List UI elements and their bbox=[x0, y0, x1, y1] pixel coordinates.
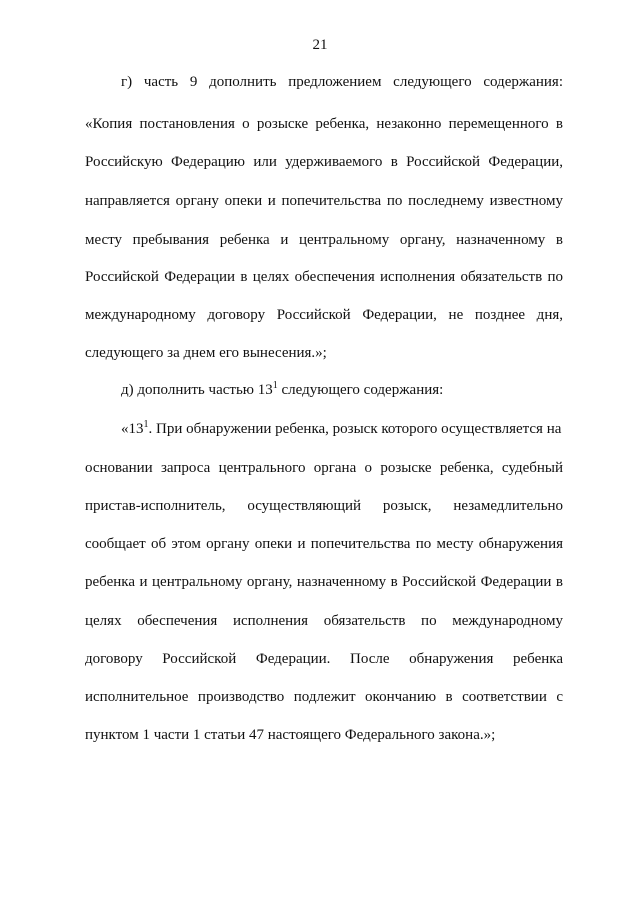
text-line bbox=[121, 420, 563, 438]
text-line: целях обеспечения исполнения обязательств по международному bbox=[85, 613, 563, 629]
text-line: договору Российской Федерации. После обнаружения ребенка bbox=[85, 651, 563, 667]
superscript: 1 bbox=[143, 419, 149, 430]
text-line: пунктом 1 части 1 статьи 47 настоящего Федерального закона.»; bbox=[85, 727, 496, 743]
text-fragment: «13 bbox=[121, 421, 144, 437]
text-line: международному договору Российской Федерации, не позднее дня, bbox=[85, 307, 563, 323]
text-line: пристав-исполнитель, осуществляющий розыск, незамедлительно bbox=[85, 498, 563, 514]
text-line: исполнительное производство подлежит окончанию в соответствии с bbox=[85, 689, 563, 705]
text-fragment: д) дополнить частью 13 bbox=[121, 382, 273, 398]
text-line: Российской Федерации в целях обеспечения исполнения обязательств по bbox=[85, 269, 563, 285]
text-line: основании запроса центрального органа о розыске ребенка, судебный bbox=[85, 460, 563, 476]
text-line: Российскую Федерацию или удерживаемого в Российской Федерации, bbox=[85, 154, 563, 170]
superscript: 1 bbox=[272, 380, 278, 391]
text-line: месту пребывания ребенка и центральному органу, назначенному в bbox=[85, 232, 563, 248]
text-fragment: . При обнаружении ребенка, розыск которого осуществляется на bbox=[148, 421, 562, 437]
text-line: направляется органу опеки и попечительства по последнему известному bbox=[85, 193, 563, 209]
text-line: ребенка и центральному органу, назначенному в Российской Федерации в bbox=[85, 574, 563, 590]
text-line bbox=[121, 381, 563, 399]
text-line: сообщает об этом органу опеки и попечительства по месту обнаружения bbox=[85, 536, 563, 552]
text-line: следующего за днем его вынесения.»; bbox=[85, 345, 327, 361]
text-line: «Копия постановления о розыске ребенка, незаконно перемещенного в bbox=[85, 116, 563, 132]
text-line: г) часть 9 дополнить предложением следующего содержания: bbox=[121, 74, 563, 90]
page-number: 21 bbox=[312, 37, 328, 53]
text-fragment: следующего содержания: bbox=[277, 382, 444, 398]
